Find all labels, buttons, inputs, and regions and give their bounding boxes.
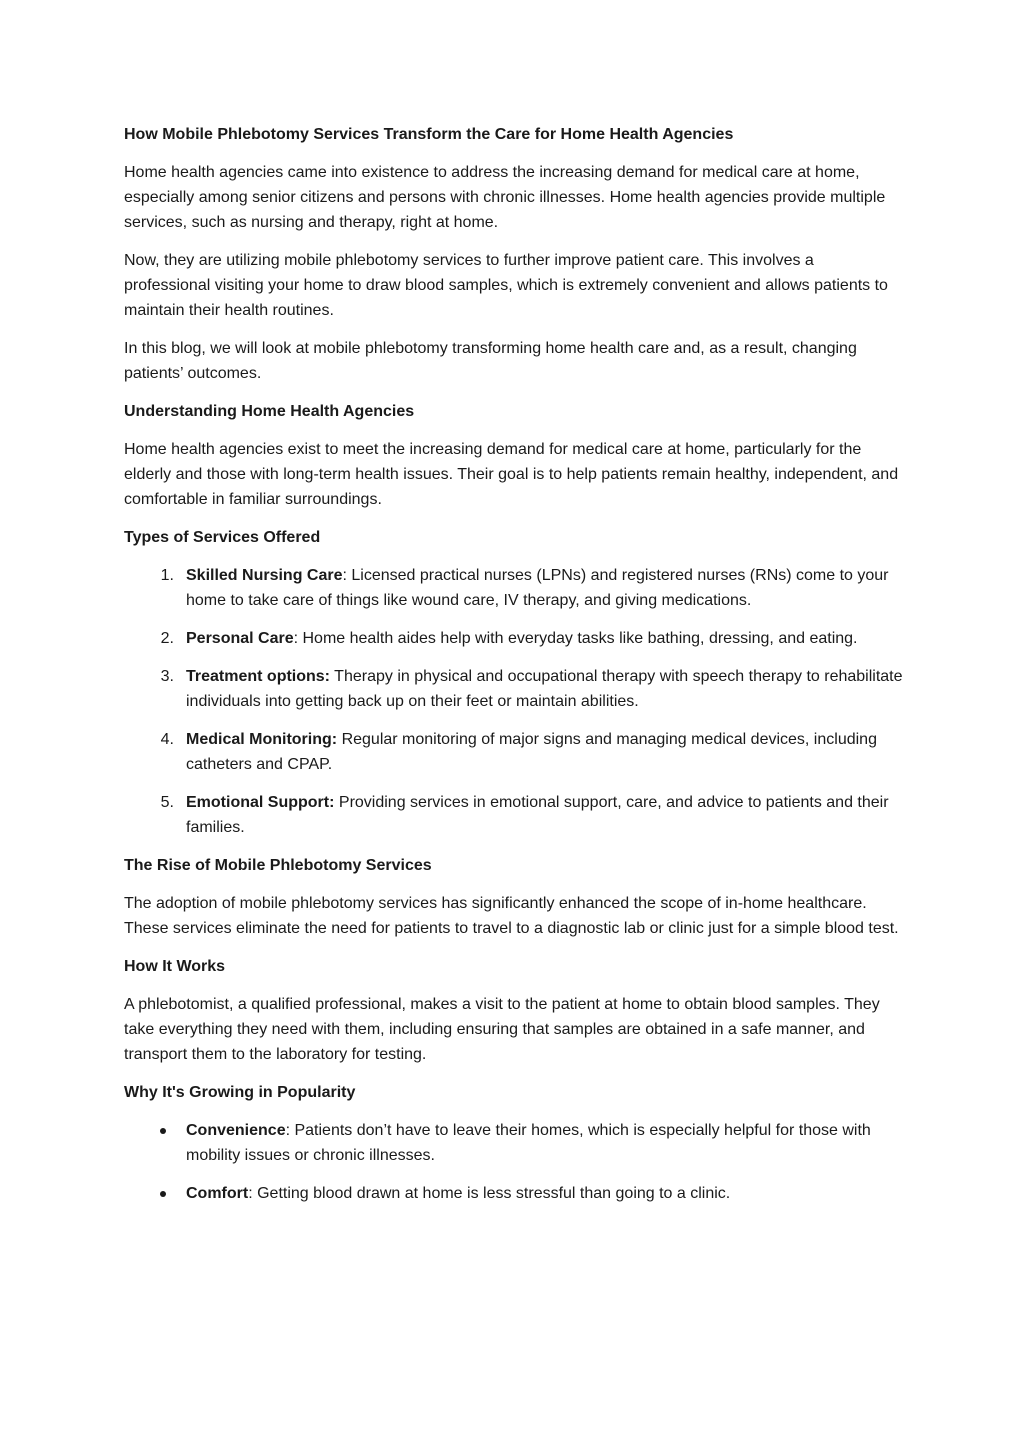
understanding-paragraph: Home health agencies exist to meet the increasing demand for medical care at home, particularly for the elderly and those with long-term health issues. Their goal is to help patients remain healthy, independent, and comfortable in familiar surroundings.: [124, 441, 899, 508]
document-page: [124, 122, 904, 1219]
list-item: [124, 727, 904, 777]
list-number: 4.: [160, 731, 174, 748]
document-title: How Mobile Phlebotomy Services Transform the Care for Home Health Agencies: [124, 126, 734, 143]
list-item-term: Comfort: [186, 1185, 249, 1202]
services-list: [124, 563, 904, 840]
intro-paragraph-1: Home health agencies came into existence to address the increasing demand for medical care at home, especially among senior citizens and persons with chronic illnesses. Home health agencies provide multiple services, such as nursing and therapy, right at home.: [124, 164, 886, 231]
list-item: [124, 1118, 904, 1168]
list-item: [124, 563, 904, 613]
list-item-separator: :: [285, 1122, 295, 1139]
how-it-works-paragraph: A phlebotomist, a qualified professional, makes a visit to the patient at home to obtain blood samples. They take everything they need with them, including ensuring that samples are obtained in a safe manner, and transport them to the laboratory for testing.: [124, 996, 880, 1063]
section-heading-how-it-works: How It Works: [124, 958, 226, 975]
list-item-separator: :: [248, 1185, 258, 1202]
list-item-term: Skilled Nursing Care: [186, 567, 343, 584]
list-item-text: Regular monitoring of major signs and managing medical devices, including catheters and CPAP.: [186, 731, 877, 773]
bullet-icon: [160, 1191, 166, 1197]
list-item-separator: :: [342, 567, 352, 584]
list-item-text: Providing services in emotional support, care, and advice to patients and their families.: [186, 794, 889, 836]
list-number: 2.: [160, 630, 174, 647]
list-item-text: Patients don’t have to leave their homes, which is especially helpful for those with mobility issues or chronic illnesses.: [186, 1122, 871, 1164]
list-item: [124, 790, 904, 840]
list-item-text: Therapy in physical and occupational therapy with speech therapy to rehabilitate individuals into getting back up on their feet or maintain abilities.: [186, 668, 903, 710]
rise-paragraph: The adoption of mobile phlebotomy services has significantly enhanced the scope of in-home healthcare. These services eliminate the need for patients to travel to a diagnostic lab or clinic just for a simple blood test.: [124, 895, 899, 937]
intro-paragraph-2: Now, they are utilizing mobile phlebotomy services to further improve patient care. This involves a professional visiting your home to draw blood samples, which is extremely convenient and allows patients to maintain their health routines.: [124, 252, 888, 319]
list-item-text: Getting blood drawn at home is less stressful than going to a clinic.: [257, 1185, 731, 1202]
list-item: [124, 664, 904, 714]
list-item: [124, 626, 904, 651]
section-heading-popularity: Why It's Growing in Popularity: [124, 1084, 356, 1101]
intro-paragraph-3: In this blog, we will look at mobile phlebotomy transforming home health care and, as a result, changing patients’ outcomes.: [124, 340, 857, 382]
list-item-term: Emotional Support:: [186, 794, 335, 811]
list-item-text: Licensed practical nurses (LPNs) and registered nurses (RNs) come to your home to take care of things like wound care, IV therapy, and giving medications.: [186, 567, 889, 609]
list-number: 1.: [160, 567, 174, 584]
list-number: 3.: [160, 668, 174, 685]
list-item-separator: :: [293, 630, 303, 647]
list-item-term: Medical Monitoring:: [186, 731, 338, 748]
list-item-text: Home health aides help with everyday tasks like bathing, dressing, and eating.: [302, 630, 858, 647]
section-heading-services: Types of Services Offered: [124, 529, 321, 546]
list-item: [124, 1181, 904, 1206]
list-item-term: Convenience: [186, 1122, 286, 1139]
bullet-icon: [160, 1128, 166, 1134]
list-item-term: Treatment options:: [186, 668, 331, 685]
popularity-list: [124, 1118, 904, 1206]
section-heading-understanding: Understanding Home Health Agencies: [124, 403, 415, 420]
section-heading-rise: The Rise of Mobile Phlebotomy Services: [124, 857, 432, 874]
list-item-term: Personal Care: [186, 630, 294, 647]
list-number: 5.: [160, 794, 174, 811]
